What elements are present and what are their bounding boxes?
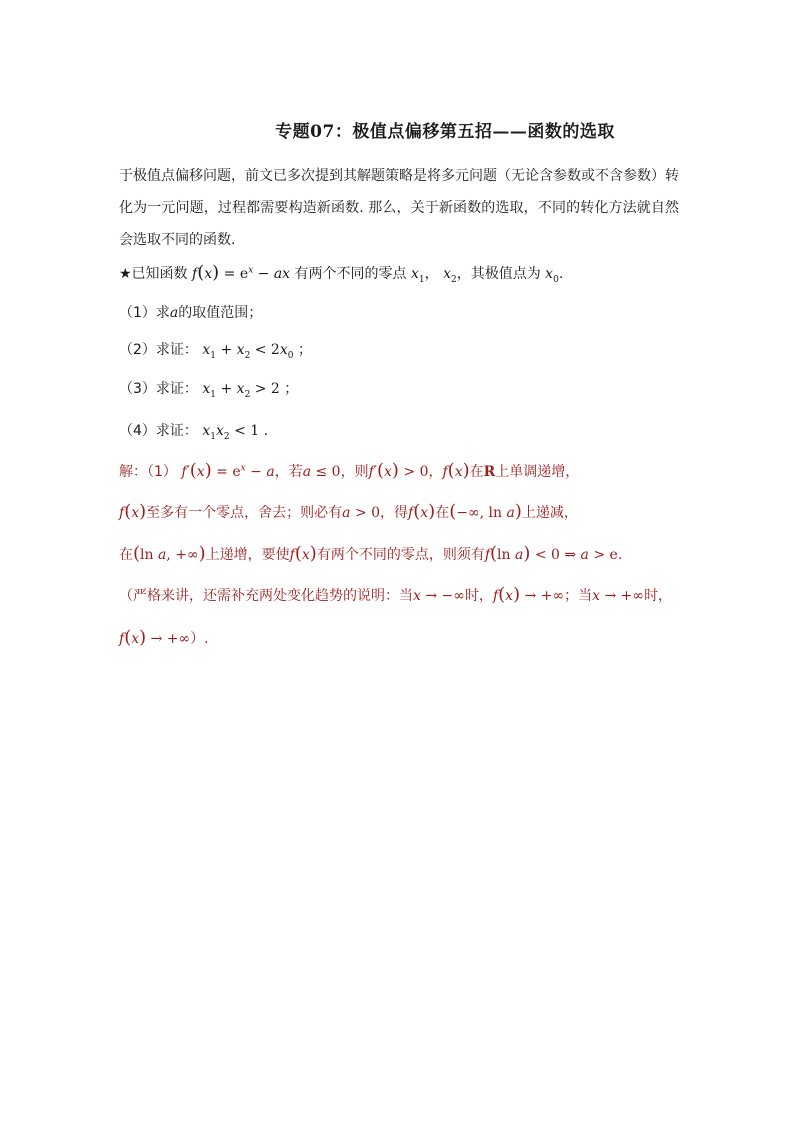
question-3 xyxy=(119,378,298,400)
derivative-positive: f′(x) > 0 xyxy=(368,460,429,481)
question-1-label: （1）求 xyxy=(119,305,170,321)
limit-fx-inf: f(x) → +∞ xyxy=(119,627,191,648)
question-2-math: $x_1 + x_2 < 2x_0$ xyxy=(202,342,294,361)
solution-line-3 xyxy=(119,543,622,564)
question-3-label: （3）求证： xyxy=(119,381,198,397)
condition-a-gt-0: a > 0 xyxy=(342,505,381,521)
solution-text: 在 xyxy=(435,505,450,521)
zero-x1: $x_1$ xyxy=(410,266,425,285)
interval-increasing: (ln a, +∞) xyxy=(133,543,206,564)
limit-fx-inf: f(x) → +∞ xyxy=(492,584,565,605)
question-4 xyxy=(119,420,268,442)
min-condition: f(ln a) < 0 ⇒ a > e xyxy=(484,543,618,564)
solution-line-4 xyxy=(119,584,672,605)
problem-mid2: ，其极值点为 xyxy=(456,266,541,282)
solution-text: 有两个不同的零点，则须有 xyxy=(316,547,485,563)
question-2-label: （2）求证： xyxy=(119,342,198,358)
question-1-text: 的取值范围； xyxy=(178,305,263,321)
solution-text: ， xyxy=(428,464,443,480)
solution-text: 在 xyxy=(119,547,133,563)
solution-text: ，得 xyxy=(380,505,409,521)
page-title: 专题07：极值点偏移第五招——函数的选取 xyxy=(275,122,615,142)
solution-text: . xyxy=(617,547,623,563)
function-fx: f(x) xyxy=(408,501,436,522)
solution-text: 上递减， xyxy=(521,505,578,521)
function-fx: f(x) xyxy=(442,460,470,481)
interval-decreasing: (−∞, ln a) xyxy=(449,501,522,522)
question-1 xyxy=(119,302,262,322)
solution-text: 时， xyxy=(644,588,673,604)
problem-end: . xyxy=(558,266,564,282)
solution-line-2 xyxy=(119,501,578,522)
question-4-label: （4）求证： xyxy=(119,423,198,439)
solution-text: 上单调递增， xyxy=(495,464,580,480)
limit-neg-inf: x → −∞ xyxy=(413,588,465,604)
solution-text: ，若 xyxy=(274,464,303,480)
problem-mid1: 有两个不同的零点 xyxy=(294,266,407,282)
question-4-text: . xyxy=(263,423,269,439)
question-2 xyxy=(119,339,312,361)
question-3-math: $x_1 + x_2 > 2$ xyxy=(202,381,280,400)
question-4-math: $x_1x_2 < 1$ xyxy=(202,423,260,442)
solution-label: 解：（1） xyxy=(119,464,177,480)
solution-text: 在 xyxy=(469,464,484,480)
problem-prefix: ★已知函数 xyxy=(119,266,188,282)
function-fx: f(x) xyxy=(289,543,317,564)
function-definition: $f(x) = e^x$ − ax xyxy=(192,262,291,283)
derivative-formula: $f'(x) = e^x - a$ xyxy=(181,460,275,481)
zero-x2: $x_2$ xyxy=(443,266,457,285)
real-set-R: R xyxy=(483,464,496,480)
limit-pos-inf: x → +∞ xyxy=(592,588,645,604)
question-2-text: ； xyxy=(297,342,312,358)
question-1-math: a xyxy=(169,305,179,321)
extreme-x0: $x_0$ xyxy=(545,266,559,285)
solution-text: 上递增，要使 xyxy=(205,547,290,563)
solution-line-5 xyxy=(119,627,209,648)
condition-a-le-0: a ≤ 0 xyxy=(302,464,341,480)
problem-statement xyxy=(119,262,563,285)
solution-text: （严格来讲，还需补充两处变化趋势的说明：当 xyxy=(119,588,413,604)
intro-paragraph: 于极值点偏移问题，前文已多次提到其解题策略是将多元问题（无论含参数或不含参数）转化为一元问题，过程都需要构造新函数. 那么，关于新函数的选取，不同的转化方法就自然会选取不同的函数. xyxy=(119,168,679,248)
problem-comma: ， xyxy=(424,266,439,282)
solution-line-1 xyxy=(119,460,579,481)
solution-text: 至多有一个零点，舍去；则必有 xyxy=(146,505,343,521)
solution-text: ；当 xyxy=(564,588,593,604)
solution-text: 时， xyxy=(464,588,493,604)
function-fx: f(x) xyxy=(119,501,147,522)
solution-text: ）. xyxy=(190,631,209,647)
solution-text: ，则 xyxy=(340,464,369,480)
question-3-text: ； xyxy=(284,381,299,397)
